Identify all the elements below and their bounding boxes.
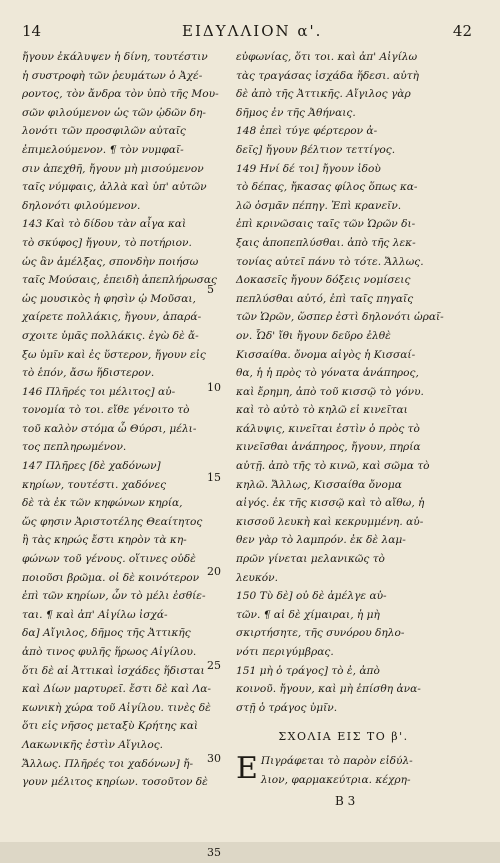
text-line: δεῖς] ἤγουν βέλτιον τεττίγος. bbox=[236, 143, 396, 156]
right-text-column bbox=[236, 48, 451, 717]
text-line: καὶ τὸ αὐτὸ τὸ κηλῶ εἰ κινεῖται bbox=[236, 404, 408, 417]
text-line: εὐφωνίας, ὅτι τοι. καὶ ἀπ' Αἰγίλω bbox=[236, 51, 418, 63]
text-line: κινεῖσθαι ἀνάπηρος, ἤγουν, πηρία bbox=[236, 441, 421, 454]
text-line: λονότι τῶν προσφιλῶν αὐταῖς bbox=[22, 125, 186, 138]
text-line: ποιοῦσι βρῶμα. οἱ δὲ κοινότερον bbox=[22, 571, 200, 584]
line-number: 30 bbox=[207, 752, 221, 765]
text-line: ὡς ἂν ἀμέλξας, σπονδὴν ποιήσω bbox=[22, 255, 199, 268]
line-number: 20 bbox=[207, 565, 221, 578]
text-line: ον. Ὧδ' ἴθι ἤγουν δεῦρο ἐλθὲ bbox=[236, 329, 391, 342]
text-line: νότι περιγύμβρας. bbox=[236, 646, 334, 658]
text-line: τονίας αὐτεῖ πάνυ τὸ τότε. Ἄλλως. bbox=[236, 255, 424, 268]
line-number: 10 bbox=[207, 381, 221, 394]
text-line: ἐπὶ κρινῶσαις ταῖς τῶν Ὡρῶν δι- bbox=[236, 218, 416, 231]
text-line: αὐτῇ. ἀπὸ τῆς τὸ κινῶ, καὶ σῶμα τὸ bbox=[236, 460, 430, 473]
text-line: ταῖς νύμφαις, ἀλλὰ καὶ ὑπ' αὐτῶν bbox=[22, 181, 207, 194]
text-line: πεπλύσθαι αὐτό, ἐπὶ ταῖς πηγαῖς bbox=[236, 292, 414, 305]
text-line: ται. ¶ καὶ ἀπ' Αἰγίλω ἰσχά- bbox=[22, 608, 168, 621]
running-title: ΕΙΔΥΛΛΙΟΝ α'. bbox=[182, 22, 323, 40]
text-line: 147 Πλῆρες [δὲ χαδόνων] bbox=[22, 460, 161, 473]
text-line: γουν μέλιτος κηρίων. τοσοῦτον δὲ bbox=[22, 776, 208, 789]
text-line: θα, ἡ ἡ πρὸς τὸ γόνατα ἀνάπηρος, bbox=[236, 367, 419, 380]
text-line: ὅτι δὲ αἱ Ἀττικαὶ ἰσχάδες ἥδισται bbox=[22, 664, 205, 677]
text-line: 143 Καὶ τὸ δίδου τὰν αἶγα καὶ bbox=[22, 218, 187, 231]
text-line: χαίρετε πολλάκις, ἤγουν, ἀπαρά- bbox=[22, 311, 202, 324]
text-line: ξω ὑμῖν καὶ ἐς ὕστερον, ἤγουν εἰς bbox=[22, 348, 206, 361]
text-line: αἰγός. ἐκ τῆς κισσῷ καὶ τὸ αἴθω, ἡ bbox=[236, 497, 425, 510]
line-number: 35 bbox=[207, 846, 221, 859]
signature-mark: B 3 bbox=[335, 794, 356, 808]
text-line: δῆμος ἐν τῆς Ἀθήναις. bbox=[236, 106, 356, 119]
text-line: σκιρτήσητε, τῆς συνόρου δηλο- bbox=[236, 627, 405, 640]
text-line: δα] Αἴγιλος, δῆμος τῆς Ἀττικῆς bbox=[22, 627, 191, 640]
text-line: ροντος, τὸν ἄνδρα τὸν ὑπὸ τῆς Μου- bbox=[22, 88, 219, 101]
line-number: 5 bbox=[207, 283, 214, 296]
text-line: κηρίων, τουτέστι. χαδόνες bbox=[22, 478, 167, 491]
text-line: δὲ ἀπὸ τῆς Ἀττικῆς. Αἴγιλος γὰρ bbox=[236, 88, 411, 101]
text-line: ἡ συστροφὴ τῶν ῥευμάτων ὁ Ἀχέ- bbox=[22, 69, 203, 82]
text-line: τοῦ καλὸν στόμα ὦ Θύρσι, μέλι- bbox=[22, 422, 197, 435]
text-line: τῶν. ¶ αἱ δὲ χίμαιραι, ἡ μὴ bbox=[236, 608, 380, 621]
text-line: λῶ ὀσμᾶν πέπηγ. Ἐπὶ κρανεῖν. bbox=[236, 199, 402, 212]
text-line: φώνων τοῦ γένους. οἵτινες οὐδὲ bbox=[22, 553, 196, 566]
text-line: ταῖς Μούσαις, ἐπειδὴ ἀπεπλήρωσας bbox=[22, 274, 217, 287]
left-page-number: 14 bbox=[22, 22, 42, 40]
text-line: τονομία τὸ τοι. εἴθε γένοιτο τὸ bbox=[22, 404, 190, 417]
text-line: ὡς μουσικὸς ἡ φησὶν ᾠ Μοῦσαι, bbox=[22, 292, 196, 305]
text-line: τὸ σκύφος] ἤγουν, τὸ ποτήριον. bbox=[22, 236, 192, 249]
line-number: 25 bbox=[207, 659, 221, 672]
text-line: ὅτι εἰς νῆσος μεταξὺ Κρήτης καὶ bbox=[22, 720, 199, 733]
scholia-heading: ΣΧΟΛΙΑ ΕΙΣ ΤΟ β'. bbox=[278, 730, 409, 743]
drop-cap: E bbox=[236, 751, 258, 786]
text-line: Ἄλλως. Πλῆρές τοι χαδόνων] ἤ- bbox=[22, 757, 194, 770]
text-line: λιον, φαρμακεύτρια. κέχρη- bbox=[260, 773, 411, 786]
text-line: σχοιτε ὑμᾶς πολλάκις. ἐγὼ δὲ ἄ- bbox=[22, 329, 199, 342]
text-line: Λακωνικῆς ἐστὶν Αἴγιλος. bbox=[22, 738, 163, 751]
text-line: 150 Τὺ δὲ] οὐ δὲ ἀμέλγε αὐ- bbox=[236, 590, 387, 603]
text-line: κωνικὴ χώρα τοῦ Αἰγίλου. τινὲς δὲ bbox=[22, 701, 211, 714]
text-line: στῇ ὁ τράγος ὑμῖν. bbox=[236, 701, 338, 714]
text-line: θεν γὰρ τὸ λαμπρόν. ἐκ δὲ λαμ- bbox=[236, 534, 406, 547]
text-line: ἀπὸ τινος φυλῆς ἥρωος Αἰγίλου. bbox=[22, 646, 197, 658]
text-line: καὶ ἔρημη, ἀπὸ τοῦ κισσῷ τὸ γόνυ. bbox=[236, 385, 424, 398]
line-number: 15 bbox=[207, 471, 221, 484]
text-line: ἐπιμελούμενον. ¶ τὸν νυμφαῖ- bbox=[22, 143, 184, 156]
text-line: τὸ δέπας, ἤκασας φίλος ὅπως κα- bbox=[236, 181, 418, 194]
text-line: 146 Πλῆρές τοι μέλιτος] αὐ- bbox=[22, 385, 176, 398]
right-page-number: 42 bbox=[452, 22, 472, 40]
text-line: τὰς τραγάσας ἰσχάδα ἥδεσι. αὐτὴ bbox=[236, 69, 419, 82]
text-line: ἢ τὰς κηρώς ἔστι κηρὸν τὰ κη- bbox=[22, 534, 187, 547]
text-line: λευκόν. bbox=[236, 571, 278, 584]
text-line: Πιγράφεται τὸ παρὸν εἰδύλ- bbox=[260, 755, 413, 767]
text-line: ξαις ἀποπεπλύσθαι. ἀπὸ τῆς λεκ- bbox=[236, 236, 416, 249]
text-line: σιν ἀπεχθῆ, ἤγουν μὴ μισούμενον bbox=[22, 162, 204, 175]
text-line: κισσοῦ λευκὴ καὶ κεκρυμμένη. αὐ- bbox=[236, 515, 424, 528]
text-line: τος πεπληρωμένον. bbox=[22, 441, 127, 454]
scholia-opening bbox=[236, 752, 451, 789]
text-line: καὶ Δίων μαρτυρεῖ. ἔστι δὲ καὶ Λα- bbox=[22, 683, 211, 696]
text-line: κάλυψις, κινεῖται ἐστὶν ὁ πρὸς τὸ bbox=[236, 422, 420, 435]
text-line: Δοκασεῖς ἤγουν δόξεις νομίσεις bbox=[236, 274, 411, 287]
text-line: 149 Ηνί δέ τοι] ἤγουν ἰδοὺ bbox=[236, 162, 381, 175]
text-line: Κισσαίθα. ὄνομα αἰγὸς ἡ Κισσαί- bbox=[236, 348, 416, 361]
text-line: ὥς φησιν Ἀριστοτέλης Θεαίτητος bbox=[22, 515, 203, 528]
text-line: ἤγουν ἐκάλυψεν ἡ δίνη, τουτέστιν bbox=[22, 51, 208, 63]
text-line: σῶν φιλούμενον ὡς τῶν ᾠδῶν δη- bbox=[22, 106, 206, 119]
text-line: δηλονότι φιλούμενον. bbox=[22, 199, 141, 212]
text-line: κοινοῦ. ἤγουν, καὶ μὴ ἐπίσθη ἀνα- bbox=[236, 683, 421, 696]
text-line: κηλῶ. Ἄλλως, Κισσαίθα ὄνομα bbox=[236, 478, 402, 491]
text-line: δὲ τὰ ἐκ τῶν κηφώνων κηρία, bbox=[22, 497, 183, 510]
text-line: τὸ ἑπόν, ἄσω ἥδιστερον. bbox=[22, 367, 155, 380]
running-header bbox=[22, 22, 472, 46]
text-line: τῶν Ὡρῶν, ὥσπερ ἐστὶ δηλονότι ὡραῖ- bbox=[236, 311, 444, 324]
text-line: πρῶν γίνεται μελανικῶς τὸ bbox=[236, 553, 385, 566]
text-line: 148 ἐπεὶ τύγε φέρτερον ἀ- bbox=[236, 125, 378, 138]
text-line: 151 μὴ ὁ τράγος] τὸ ἐ, ἀπὸ bbox=[236, 664, 380, 677]
text-line: ἐπὶ τῶν κηρίων, ὧν τὸ μέλι ἐσθίε- bbox=[22, 590, 206, 603]
